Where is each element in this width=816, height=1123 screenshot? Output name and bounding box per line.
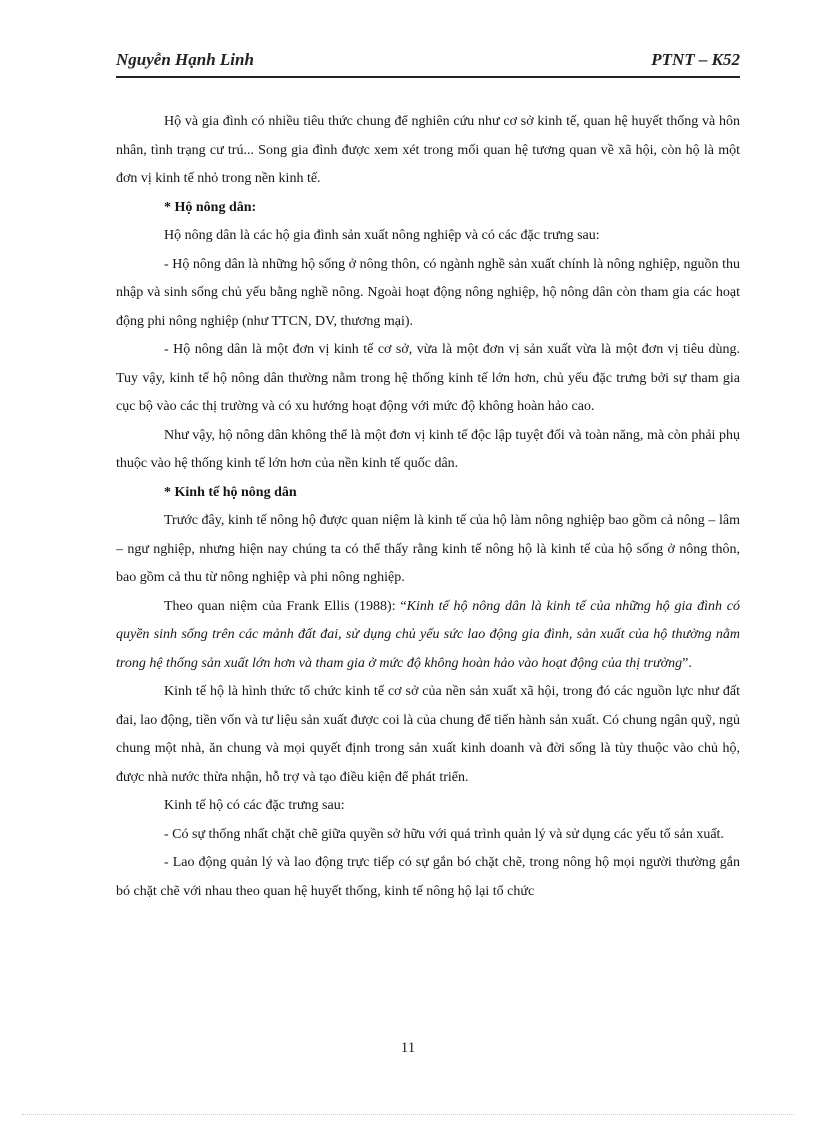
paragraph: Trước đây, kinh tế nông hộ được quan niệm là kinh tế của hộ làm nông nghiệp bao gồm cả nông – lâm – ngư nghiệp, nhưng hiện nay chúng ta có thể thấy rằng kinh tế nông hộ là kinh tế của hộ sống ở nông thôn, bao gồm cả thu từ nông nghiệp và phi nông nghiệp. — [116, 513, 740, 585]
page-bottom-border — [22, 1114, 794, 1115]
paragraph: - Hộ nông dân là những hộ sống ở nông thôn, có ngành nghề sản xuất chính là nông nghiệp, nguồn thu nhập và sinh sống chủ yếu bằng nghề nông. Ngoài hoạt động nông nghiệp, hộ nông dân còn tham gia các hoạt động phi nông nghiệp (như TTCN, DV, thương mại). — [116, 256, 740, 329]
section-heading-kinh-te-ho: * Kinh tế hộ nông dân — [164, 484, 297, 500]
paragraph: - Có sự thống nhất chặt chẽ giữa quyền sở hữu với quá trình quản lý và sử dụng các yếu tố sản xuất. — [164, 826, 724, 842]
paragraph: - Hộ nông dân là một đơn vị kinh tế cơ sở, vừa là một đơn vị sản xuất vừa là một đơn vị tiêu dùng. Tuy vậy, kinh tế hộ nông dân thường nằm trong hệ thống kinh tế lớn hơn, chủ yếu đặc trưng bởi sự tham gia cục bộ vào các thị trường và có xu hướng hoạt động với mức độ không hoàn hảo cao. — [116, 342, 740, 414]
quote-intro: Theo quan niệm của Frank Ellis (1988): “ — [164, 598, 407, 614]
page-number: 11 — [400, 1040, 416, 1056]
section-heading-ho-nong-dan: * Hộ nông dân: — [164, 199, 257, 215]
header-course: PTNT – K52 — [651, 50, 740, 69]
paragraph: Hộ và gia đình có nhiều tiêu thức chung để nghiên cứu như cơ sở kinh tế, quan hệ huyết thống và hôn nhân, tình trạng cư trú... Song gia đình được xem xét trong mối quan hệ tương quan về xã hội, còn hộ là một đơn vị kinh tế nhỏ trong nền kinh tế. — [116, 114, 740, 186]
paragraph: Kinh tế hộ là hình thức tổ chức kinh tế cơ sở của nền sản xuất xã hội, trong đó các nguồn lực như đất đai, lao động, tiền vốn và tư liệu sản xuất được coi là của chung để tiến hành sản xuất. Có chung ngân quỹ, ngủ chung một nhà, ăn chung và mọi quyết định trong sản xuất kinh doanh và đời sống là tùy thuộc vào chủ hộ, được nhà nước thừa nhận, hỗ trợ và tạo điều kiện để phát triển. — [116, 684, 740, 785]
page-header — [116, 50, 740, 78]
quote-text: Kinh tế hộ nông dân là kinh tế của những hộ gia đình có quyền sinh sống trên các mảnh đất đai, sử dụng chủ yếu sức lao động gia đình, sản xuất của hộ thường nằm trong hệ thống sản xuất lớn hơn và tham gia ở mức độ không hoàn hảo vào hoạt động của thị trường — [116, 598, 740, 671]
quote-end: ”. — [682, 655, 692, 671]
paragraph: - Lao động quản lý và lao động trực tiếp có sự gắn bó chặt chẽ, trong nông hộ mọi người thường gắn bó chặt chẽ với nhau theo quan hệ huyết thống, kinh tế nông hộ lại tổ chức — [116, 855, 740, 899]
paragraph: Hộ nông dân là các hộ gia đình sản xuất nông nghiệp và có các đặc trưng sau: — [164, 228, 600, 243]
document-body — [116, 108, 740, 906]
header-author: Nguyễn Hạnh Linh — [116, 50, 254, 69]
paragraph: Như vậy, hộ nông dân không thể là một đơn vị kinh tế độc lập tuyệt đối và toàn năng, mà còn phải phụ thuộc vào hệ thống kinh tế lớn hơn của nền kinh tế quốc dân. — [116, 427, 740, 471]
paragraph-quote — [116, 593, 740, 679]
paragraph: Kinh tế hộ có các đặc trưng sau: — [164, 798, 345, 813]
